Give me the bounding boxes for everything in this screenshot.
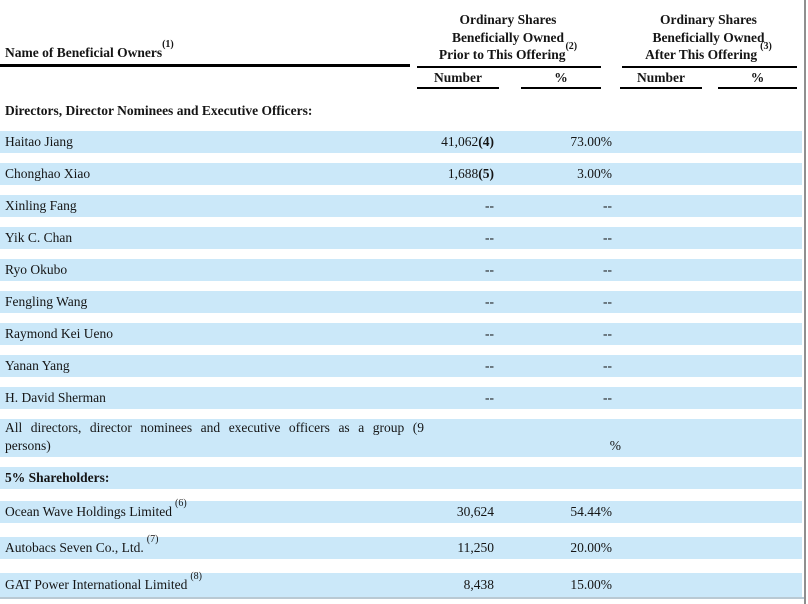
table-row (0, 291, 802, 313)
owner-name (0, 166, 415, 182)
owner-name (0, 134, 415, 150)
owner-name (0, 294, 415, 310)
table-row (0, 195, 802, 217)
prior-percent-cell: % (609, 438, 621, 453)
group-title-line: Ordinary Shares (459, 12, 557, 27)
owner-name-text: H. David Sherman (5, 390, 106, 405)
footnote-ref-3: (3) (760, 41, 772, 52)
prior-percent-cell: 3.00% (577, 166, 612, 181)
column-group-prior-offering (415, 11, 601, 64)
prior-number-value: 1,688 (447, 166, 479, 181)
owner-name-text: Xinling Fang (5, 198, 77, 213)
prior-percent-cell: -- (603, 358, 612, 373)
owner-name (0, 498, 415, 520)
footnote-ref-5: (5) (478, 166, 494, 181)
prior-number-cell: -- (485, 358, 494, 373)
subcolumn-header-after-number: Number (637, 70, 685, 85)
prior-percent-cell: -- (603, 326, 612, 341)
owner-name (0, 230, 415, 246)
name-column-header (5, 39, 174, 61)
table-row (0, 355, 802, 377)
owner-name (0, 262, 415, 278)
section-header-label: Directors, Director Nominees and Executive Officers: (5, 103, 313, 118)
group-total-line1: All directors, director nominees and executive officers as a group (9 (5, 420, 424, 435)
prior-number-cell: -- (485, 390, 494, 405)
prior-percent-cell: -- (603, 198, 612, 213)
group-title-line: Beneficially Owned (451, 29, 565, 45)
prior-percent-cell: 73.00% (570, 134, 612, 149)
prior-percent-cell: 15.00% (570, 577, 612, 592)
table-row (0, 323, 802, 345)
prior-number-cell: 30,624 (456, 504, 494, 519)
prior-percent-underline (521, 87, 601, 89)
prior-percent-cell: -- (603, 230, 612, 245)
table-row (0, 227, 802, 249)
subcolumn-header-prior-number: Number (434, 70, 482, 85)
prior-percent-cell: -- (603, 262, 612, 277)
prior-number-value: 41,062 (441, 134, 479, 149)
table-row (0, 534, 802, 559)
owner-name-text: Yanan Yang (5, 358, 70, 373)
subcolumn-header-after-percent: % (750, 70, 765, 85)
section-header-label: 5% Shareholders: (5, 470, 110, 485)
prior-number-cell: -- (485, 326, 494, 341)
table-row (0, 131, 802, 153)
owner-name (0, 390, 415, 406)
table-row (0, 498, 802, 523)
subcolumn-header-prior-percent: % (554, 70, 568, 85)
prior-number-underline (417, 87, 499, 89)
group-total-row (0, 419, 802, 457)
group-total-line2: persons) (5, 437, 51, 453)
owner-name (0, 198, 415, 214)
after-percent-underline (718, 87, 797, 89)
owner-name (0, 326, 415, 342)
prior-number-cell: 11,250 (457, 540, 494, 555)
prior-number-cell (415, 166, 500, 182)
table-row (0, 259, 802, 281)
name-column-underline (0, 64, 410, 67)
group-title-line: Ordinary Shares (660, 12, 757, 27)
footnote-ref-7: (7) (146, 534, 159, 545)
page-bottom-edge (0, 597, 804, 599)
group-title-line (617, 41, 800, 64)
prior-offering-underline (417, 66, 601, 68)
owner-name-text: Chonghao Xiao (5, 166, 91, 181)
owner-name-text: Haitao Jiang (5, 134, 73, 149)
group-title-line (415, 41, 601, 64)
owner-name (0, 571, 415, 593)
owner-name-text: GAT Power International Limited (5, 577, 188, 592)
prior-number-cell: 8,438 (463, 577, 494, 592)
owner-name-text: Autobacs Seven Co., Ltd. (5, 540, 144, 555)
table-row (0, 573, 802, 597)
after-offering-underline (622, 66, 797, 68)
name-column-header-label: Name of Beneficial Owners (5, 45, 163, 60)
owner-name-text: Yik C. Chan (5, 230, 73, 245)
prior-number-cell: -- (485, 198, 494, 213)
table-row (0, 387, 802, 409)
footnote-ref-8: (8) (190, 571, 203, 582)
prior-number-cell: -- (485, 262, 494, 277)
prior-percent-cell: -- (603, 294, 612, 309)
owner-name-text: Fengling Wang (5, 294, 88, 309)
footnote-ref-4: (4) (478, 134, 494, 149)
group-title-text: Prior to This Offering (438, 47, 566, 62)
after-number-underline (620, 87, 702, 89)
group-total-label (0, 419, 424, 454)
prior-percent-cell: 20.00% (570, 540, 612, 555)
owner-name-text: Ocean Wave Holdings Limited (5, 504, 172, 519)
prior-number-cell: -- (485, 294, 494, 309)
footnote-ref-1: (1) (162, 39, 174, 50)
group-title-text: After This Offering (645, 47, 758, 62)
owner-name (0, 358, 415, 374)
group-title-line: Beneficially Owned (652, 29, 765, 45)
owner-name-text: Raymond Kei Ueno (5, 326, 113, 341)
table-row (0, 163, 802, 185)
owner-name-text: Ryo Okubo (5, 262, 68, 277)
table-body (0, 100, 802, 597)
prior-number-cell (415, 134, 500, 150)
column-group-after-offering (617, 11, 800, 64)
page-right-edge (804, 0, 806, 604)
prior-number-cell: -- (485, 230, 494, 245)
footnote-ref-6: (6) (175, 498, 187, 509)
footnote-ref-2: (2) (565, 41, 578, 52)
section-header-row (0, 467, 802, 489)
owner-name (0, 534, 415, 556)
section-header-row (0, 100, 802, 122)
prior-percent-cell: -- (603, 390, 612, 405)
prior-percent-cell: 54.44% (570, 504, 612, 519)
